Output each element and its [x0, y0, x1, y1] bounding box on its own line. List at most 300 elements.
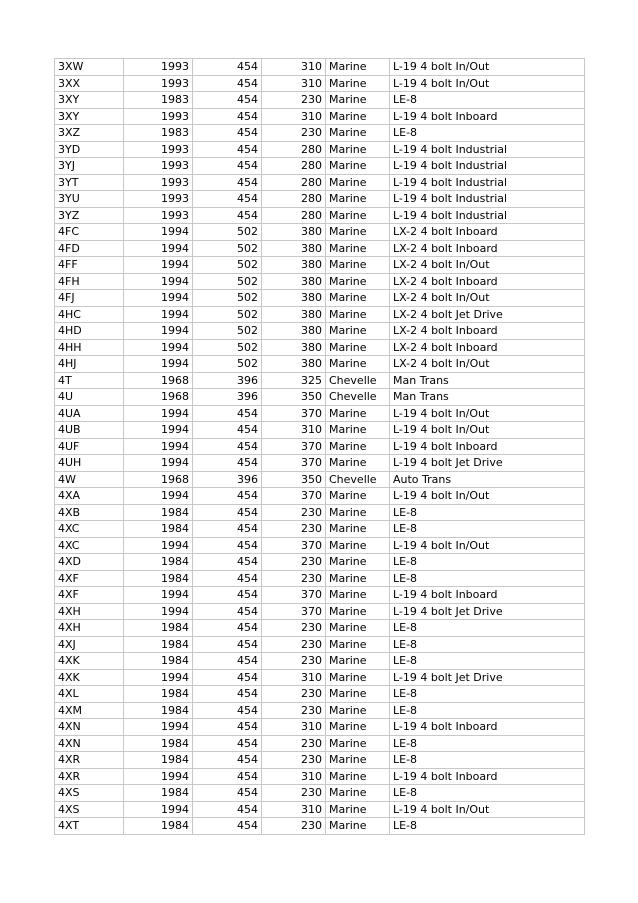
table-row — [55, 174, 585, 191]
description-cell: L-19 4 bolt In/Out — [390, 405, 585, 422]
engine-code-cell: 4UB — [55, 422, 124, 439]
table-row — [55, 75, 585, 92]
horsepower-cell: 230 — [262, 125, 326, 142]
cid-cell: 454 — [193, 636, 262, 653]
cid-cell: 396 — [193, 372, 262, 389]
description-cell: L-19 4 bolt In/Out — [390, 75, 585, 92]
application-cell: Marine — [326, 339, 390, 356]
year-cell: 1994 — [124, 455, 193, 472]
application-cell: Marine — [326, 587, 390, 604]
table-row — [55, 620, 585, 637]
year-cell: 1993 — [124, 59, 193, 76]
horsepower-cell: 230 — [262, 752, 326, 769]
description-cell: LE-8 — [390, 620, 585, 637]
horsepower-cell: 230 — [262, 92, 326, 109]
description-cell: LX-2 4 bolt In/Out — [390, 257, 585, 274]
horsepower-cell: 230 — [262, 818, 326, 835]
horsepower-cell: 230 — [262, 653, 326, 670]
cid-cell: 454 — [193, 620, 262, 637]
year-cell: 1984 — [124, 570, 193, 587]
table-row — [55, 356, 585, 373]
cid-cell: 502 — [193, 323, 262, 340]
table-row — [55, 125, 585, 142]
cid-cell: 454 — [193, 75, 262, 92]
description-cell: L-19 4 bolt Inboard — [390, 587, 585, 604]
year-cell: 1994 — [124, 405, 193, 422]
horsepower-cell: 230 — [262, 554, 326, 571]
table-row — [55, 735, 585, 752]
application-cell: Marine — [326, 92, 390, 109]
engine-table-body — [55, 59, 585, 835]
table-row — [55, 59, 585, 76]
cid-cell: 396 — [193, 389, 262, 406]
application-cell: Marine — [326, 405, 390, 422]
description-cell: LX-2 4 bolt Inboard — [390, 240, 585, 257]
horsepower-cell: 380 — [262, 356, 326, 373]
year-cell: 1983 — [124, 92, 193, 109]
table-row — [55, 504, 585, 521]
horsepower-cell: 230 — [262, 636, 326, 653]
description-cell: LE-8 — [390, 570, 585, 587]
table-row — [55, 323, 585, 340]
cid-cell: 454 — [193, 719, 262, 736]
horsepower-cell: 380 — [262, 290, 326, 307]
horsepower-cell: 280 — [262, 158, 326, 175]
engine-code-cell: 4XR — [55, 768, 124, 785]
table-row — [55, 339, 585, 356]
application-cell: Marine — [326, 240, 390, 257]
engine-code-cell: 4FJ — [55, 290, 124, 307]
horsepower-cell: 310 — [262, 422, 326, 439]
engine-code-cell: 4UA — [55, 405, 124, 422]
engine-code-cell: 3XY — [55, 92, 124, 109]
application-cell: Chevelle — [326, 372, 390, 389]
application-cell: Chevelle — [326, 471, 390, 488]
application-cell: Marine — [326, 719, 390, 736]
year-cell: 1994 — [124, 438, 193, 455]
table-row — [55, 752, 585, 769]
application-cell: Marine — [326, 669, 390, 686]
year-cell: 1968 — [124, 372, 193, 389]
table-row — [55, 570, 585, 587]
cid-cell: 454 — [193, 455, 262, 472]
cid-cell: 502 — [193, 224, 262, 241]
table-row — [55, 224, 585, 241]
cid-cell: 454 — [193, 669, 262, 686]
year-cell: 1984 — [124, 686, 193, 703]
horsepower-cell: 380 — [262, 257, 326, 274]
cid-cell: 454 — [193, 141, 262, 158]
horsepower-cell: 230 — [262, 686, 326, 703]
year-cell: 1994 — [124, 768, 193, 785]
cid-cell: 454 — [193, 785, 262, 802]
table-row — [55, 455, 585, 472]
engine-code-cell: 4W — [55, 471, 124, 488]
description-cell: L-19 4 bolt Jet Drive — [390, 455, 585, 472]
table-row — [55, 158, 585, 175]
year-cell: 1994 — [124, 339, 193, 356]
table-row — [55, 818, 585, 835]
description-cell: LE-8 — [390, 125, 585, 142]
engine-code-cell: 3XY — [55, 108, 124, 125]
application-cell: Marine — [326, 455, 390, 472]
description-cell: LE-8 — [390, 686, 585, 703]
application-cell: Marine — [326, 191, 390, 208]
year-cell: 1994 — [124, 240, 193, 257]
table-row — [55, 372, 585, 389]
engine-code-cell: 4HD — [55, 323, 124, 340]
horsepower-cell: 380 — [262, 224, 326, 241]
year-cell: 1994 — [124, 603, 193, 620]
engine-code-cell: 3YT — [55, 174, 124, 191]
table-row — [55, 240, 585, 257]
table-row — [55, 141, 585, 158]
cid-cell: 454 — [193, 92, 262, 109]
application-cell: Marine — [326, 818, 390, 835]
engine-code-cell: 4XD — [55, 554, 124, 571]
year-cell: 1984 — [124, 735, 193, 752]
engine-code-cell: 4XS — [55, 801, 124, 818]
cid-cell: 454 — [193, 554, 262, 571]
application-cell: Marine — [326, 207, 390, 224]
description-cell: LX-2 4 bolt Inboard — [390, 273, 585, 290]
engine-code-cell: 3XX — [55, 75, 124, 92]
cid-cell: 454 — [193, 59, 262, 76]
horsepower-cell: 280 — [262, 174, 326, 191]
year-cell: 1993 — [124, 191, 193, 208]
horsepower-cell: 350 — [262, 389, 326, 406]
table-row — [55, 554, 585, 571]
horsepower-cell: 380 — [262, 273, 326, 290]
cid-cell: 454 — [193, 768, 262, 785]
description-cell: LX-2 4 bolt Jet Drive — [390, 306, 585, 323]
horsepower-cell: 230 — [262, 570, 326, 587]
table-row — [55, 603, 585, 620]
year-cell: 1993 — [124, 174, 193, 191]
year-cell: 1968 — [124, 389, 193, 406]
application-cell: Marine — [326, 521, 390, 538]
table-row — [55, 471, 585, 488]
application-cell: Marine — [326, 554, 390, 571]
description-cell: L-19 4 bolt In/Out — [390, 801, 585, 818]
cid-cell: 454 — [193, 702, 262, 719]
engine-code-cell: 4HH — [55, 339, 124, 356]
application-cell: Marine — [326, 504, 390, 521]
application-cell: Marine — [326, 75, 390, 92]
engine-code-cell: 4XS — [55, 785, 124, 802]
description-cell: LE-8 — [390, 752, 585, 769]
engine-code-cell: 4XH — [55, 620, 124, 637]
engine-code-cell: 4XH — [55, 603, 124, 620]
horsepower-cell: 280 — [262, 207, 326, 224]
horsepower-cell: 280 — [262, 191, 326, 208]
application-cell: Marine — [326, 273, 390, 290]
description-cell: LE-8 — [390, 702, 585, 719]
table-row — [55, 719, 585, 736]
cid-cell: 502 — [193, 273, 262, 290]
table-row — [55, 273, 585, 290]
table-row — [55, 702, 585, 719]
horsepower-cell: 380 — [262, 339, 326, 356]
year-cell: 1994 — [124, 587, 193, 604]
table-row — [55, 488, 585, 505]
horsepower-cell: 380 — [262, 240, 326, 257]
horsepower-cell: 310 — [262, 59, 326, 76]
application-cell: Marine — [326, 108, 390, 125]
cid-cell: 502 — [193, 339, 262, 356]
year-cell: 1994 — [124, 719, 193, 736]
description-cell: L-19 4 bolt Inboard — [390, 438, 585, 455]
year-cell: 1984 — [124, 620, 193, 637]
description-cell: L-19 4 bolt Industrial — [390, 191, 585, 208]
table-row — [55, 785, 585, 802]
cid-cell: 502 — [193, 257, 262, 274]
year-cell: 1993 — [124, 207, 193, 224]
year-cell: 1994 — [124, 801, 193, 818]
cid-cell: 502 — [193, 306, 262, 323]
application-cell: Marine — [326, 59, 390, 76]
table-row — [55, 801, 585, 818]
cid-cell: 454 — [193, 570, 262, 587]
application-cell: Marine — [326, 323, 390, 340]
table-row — [55, 587, 585, 604]
engine-code-cell: 4XC — [55, 537, 124, 554]
engine-code-cell: 4XK — [55, 653, 124, 670]
table-row — [55, 207, 585, 224]
description-cell: L-19 4 bolt Inboard — [390, 719, 585, 736]
year-cell: 1968 — [124, 471, 193, 488]
description-cell: LE-8 — [390, 554, 585, 571]
cid-cell: 454 — [193, 686, 262, 703]
table-row — [55, 257, 585, 274]
year-cell: 1993 — [124, 158, 193, 175]
cid-cell: 454 — [193, 191, 262, 208]
cid-cell: 454 — [193, 603, 262, 620]
engine-code-cell: 3YU — [55, 191, 124, 208]
year-cell: 1984 — [124, 504, 193, 521]
year-cell: 1993 — [124, 108, 193, 125]
horsepower-cell: 230 — [262, 785, 326, 802]
description-cell: L-19 4 bolt In/Out — [390, 488, 585, 505]
cid-cell: 454 — [193, 537, 262, 554]
table-row — [55, 438, 585, 455]
engine-code-cell: 3YD — [55, 141, 124, 158]
year-cell: 1994 — [124, 306, 193, 323]
horsepower-cell: 310 — [262, 108, 326, 125]
engine-code-cell: 4XT — [55, 818, 124, 835]
application-cell: Marine — [326, 653, 390, 670]
cid-cell: 454 — [193, 422, 262, 439]
cid-cell: 454 — [193, 405, 262, 422]
cid-cell: 454 — [193, 158, 262, 175]
description-cell: LE-8 — [390, 504, 585, 521]
application-cell: Marine — [326, 768, 390, 785]
engine-code-cell: 4XK — [55, 669, 124, 686]
year-cell: 1984 — [124, 702, 193, 719]
cid-cell: 454 — [193, 438, 262, 455]
application-cell: Marine — [326, 224, 390, 241]
year-cell: 1994 — [124, 273, 193, 290]
application-cell: Marine — [326, 174, 390, 191]
engine-code-cell: 4XM — [55, 702, 124, 719]
cid-cell: 454 — [193, 207, 262, 224]
horsepower-cell: 325 — [262, 372, 326, 389]
cid-cell: 502 — [193, 290, 262, 307]
table-row — [55, 636, 585, 653]
horsepower-cell: 310 — [262, 768, 326, 785]
description-cell: L-19 4 bolt Industrial — [390, 158, 585, 175]
cid-cell: 454 — [193, 504, 262, 521]
engine-code-cell: 3YJ — [55, 158, 124, 175]
application-cell: Marine — [326, 422, 390, 439]
table-row — [55, 537, 585, 554]
table-row — [55, 521, 585, 538]
horsepower-cell: 230 — [262, 702, 326, 719]
cid-cell: 454 — [193, 801, 262, 818]
year-cell: 1984 — [124, 554, 193, 571]
year-cell: 1994 — [124, 224, 193, 241]
description-cell: LE-8 — [390, 92, 585, 109]
year-cell: 1984 — [124, 818, 193, 835]
application-cell: Marine — [326, 570, 390, 587]
engine-code-cell: 4T — [55, 372, 124, 389]
cid-cell: 454 — [193, 108, 262, 125]
table-row — [55, 108, 585, 125]
cid-cell: 454 — [193, 653, 262, 670]
description-cell: L-19 4 bolt Jet Drive — [390, 669, 585, 686]
horsepower-cell: 310 — [262, 75, 326, 92]
cid-cell: 454 — [193, 587, 262, 604]
application-cell: Marine — [326, 752, 390, 769]
engine-code-cell: 4XF — [55, 570, 124, 587]
description-cell: LE-8 — [390, 818, 585, 835]
year-cell: 1993 — [124, 75, 193, 92]
description-cell: L-19 4 bolt Industrial — [390, 141, 585, 158]
horsepower-cell: 310 — [262, 719, 326, 736]
engine-code-cell: 4XC — [55, 521, 124, 538]
description-cell: LX-2 4 bolt Inboard — [390, 339, 585, 356]
engine-code-cell: 4XR — [55, 752, 124, 769]
engine-code-cell: 4XA — [55, 488, 124, 505]
table-row — [55, 389, 585, 406]
description-cell: LE-8 — [390, 785, 585, 802]
description-cell: LX-2 4 bolt In/Out — [390, 356, 585, 373]
cid-cell: 454 — [193, 752, 262, 769]
year-cell: 1984 — [124, 521, 193, 538]
cid-cell: 502 — [193, 240, 262, 257]
horsepower-cell: 380 — [262, 306, 326, 323]
engine-code-cell: 4XN — [55, 719, 124, 736]
engine-code-cell: 4UH — [55, 455, 124, 472]
year-cell: 1994 — [124, 488, 193, 505]
description-cell: Auto Trans — [390, 471, 585, 488]
application-cell: Marine — [326, 785, 390, 802]
application-cell: Marine — [326, 735, 390, 752]
year-cell: 1994 — [124, 290, 193, 307]
description-cell: L-19 4 bolt Industrial — [390, 207, 585, 224]
application-cell: Marine — [326, 801, 390, 818]
year-cell: 1994 — [124, 422, 193, 439]
horsepower-cell: 370 — [262, 537, 326, 554]
application-cell: Marine — [326, 686, 390, 703]
engine-code-cell: 4U — [55, 389, 124, 406]
table-row — [55, 686, 585, 703]
year-cell: 1993 — [124, 141, 193, 158]
cid-cell: 454 — [193, 125, 262, 142]
description-cell: Man Trans — [390, 389, 585, 406]
cid-cell: 454 — [193, 521, 262, 538]
horsepower-cell: 280 — [262, 141, 326, 158]
description-cell: L-19 4 bolt In/Out — [390, 422, 585, 439]
year-cell: 1994 — [124, 323, 193, 340]
horsepower-cell: 370 — [262, 488, 326, 505]
description-cell: L-19 4 bolt In/Out — [390, 537, 585, 554]
description-cell: LE-8 — [390, 521, 585, 538]
application-cell: Marine — [326, 702, 390, 719]
horsepower-cell: 370 — [262, 587, 326, 604]
description-cell: LX-2 4 bolt Inboard — [390, 323, 585, 340]
horsepower-cell: 350 — [262, 471, 326, 488]
application-cell: Marine — [326, 257, 390, 274]
description-cell: Man Trans — [390, 372, 585, 389]
application-cell: Marine — [326, 537, 390, 554]
year-cell: 1984 — [124, 636, 193, 653]
description-cell: LE-8 — [390, 636, 585, 653]
cid-cell: 454 — [193, 818, 262, 835]
engine-code-cell: 3YZ — [55, 207, 124, 224]
application-cell: Marine — [326, 158, 390, 175]
description-cell: L-19 4 bolt Industrial — [390, 174, 585, 191]
horsepower-cell: 370 — [262, 438, 326, 455]
horsepower-cell: 230 — [262, 521, 326, 538]
engine-code-cell: 4HC — [55, 306, 124, 323]
table-row — [55, 653, 585, 670]
application-cell: Marine — [326, 141, 390, 158]
engine-code-cell: 4UF — [55, 438, 124, 455]
year-cell: 1983 — [124, 125, 193, 142]
engine-code-cell: 4XB — [55, 504, 124, 521]
table-row — [55, 191, 585, 208]
cid-cell: 454 — [193, 174, 262, 191]
table-row — [55, 669, 585, 686]
cid-cell: 454 — [193, 735, 262, 752]
horsepower-cell: 230 — [262, 620, 326, 637]
description-cell: LE-8 — [390, 735, 585, 752]
engine-code-cell: 4FC — [55, 224, 124, 241]
application-cell: Marine — [326, 290, 390, 307]
year-cell: 1984 — [124, 653, 193, 670]
table-row — [55, 290, 585, 307]
year-cell: 1994 — [124, 257, 193, 274]
engine-code-table — [54, 58, 585, 835]
description-cell: L-19 4 bolt Jet Drive — [390, 603, 585, 620]
year-cell: 1994 — [124, 669, 193, 686]
table-row — [55, 422, 585, 439]
application-cell: Marine — [326, 438, 390, 455]
engine-code-cell: 3XZ — [55, 125, 124, 142]
horsepower-cell: 370 — [262, 405, 326, 422]
application-cell: Marine — [326, 636, 390, 653]
cid-cell: 502 — [193, 356, 262, 373]
description-cell: L-19 4 bolt In/Out — [390, 59, 585, 76]
horsepower-cell: 310 — [262, 801, 326, 818]
table-row — [55, 92, 585, 109]
horsepower-cell: 230 — [262, 735, 326, 752]
cid-cell: 454 — [193, 488, 262, 505]
engine-code-cell: 4XL — [55, 686, 124, 703]
engine-code-cell: 4FH — [55, 273, 124, 290]
cid-cell: 396 — [193, 471, 262, 488]
